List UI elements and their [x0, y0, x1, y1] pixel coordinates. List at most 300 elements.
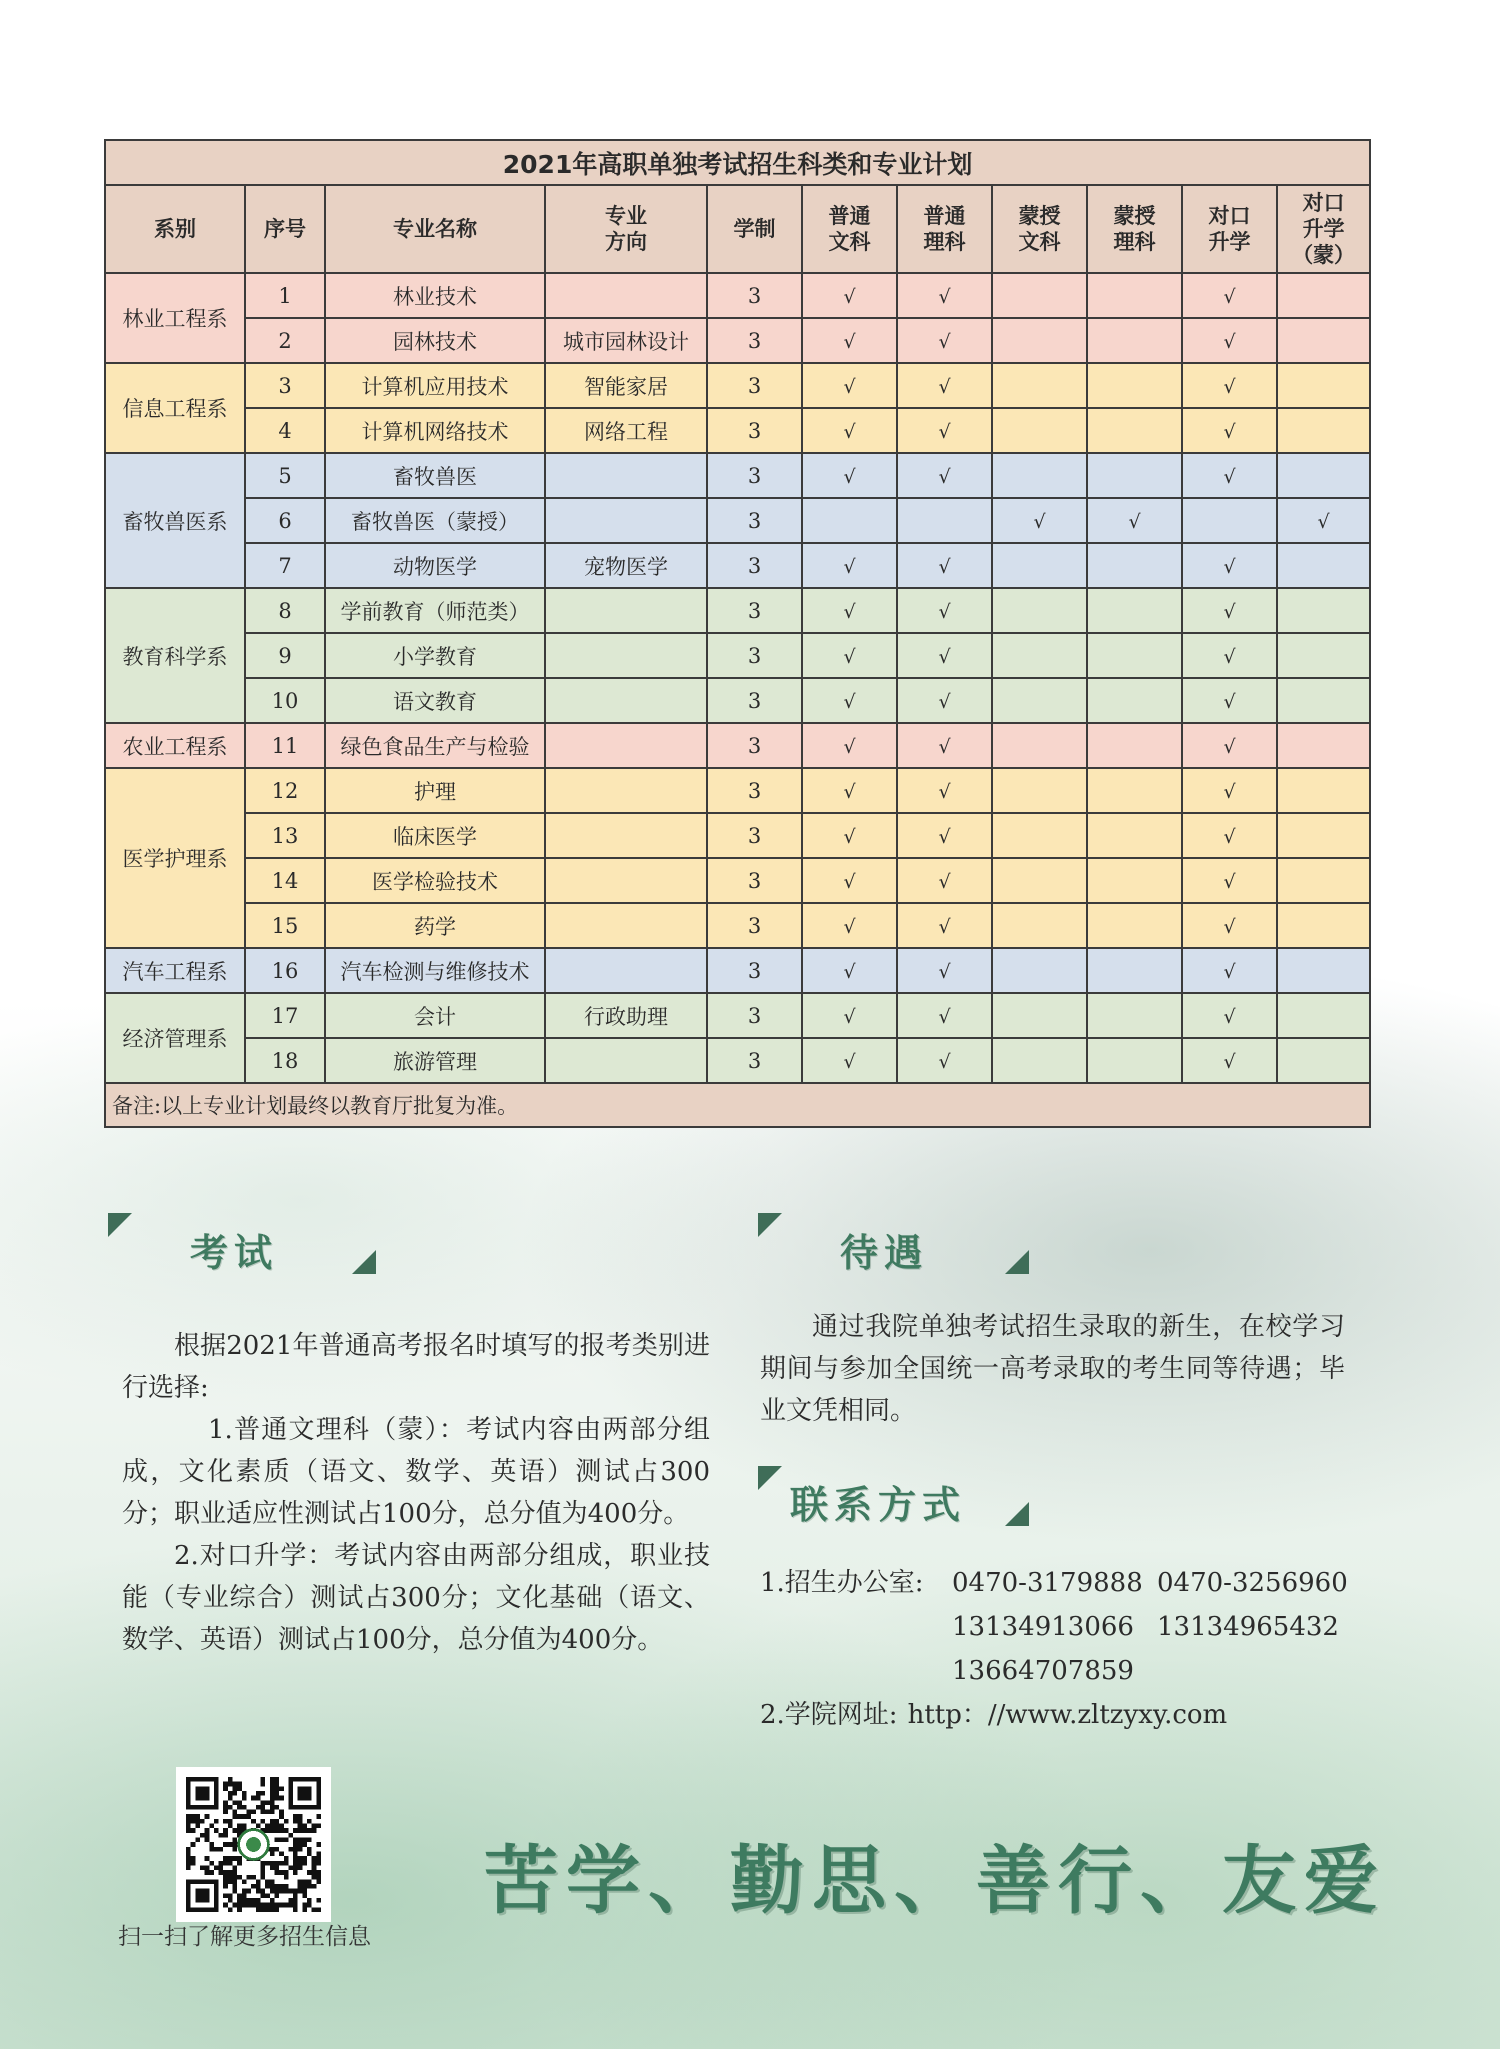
check-mark: √ [938, 1005, 951, 1028]
table-row [105, 498, 1370, 543]
direction-cell: 城市园林设计 [545, 318, 707, 363]
category-mark-cell [802, 813, 897, 858]
no-cell: 2 [245, 318, 325, 363]
header-dept: 系别 [105, 185, 245, 273]
major-cell: 动物医学 [325, 543, 545, 588]
category-mark-cell [1277, 858, 1370, 903]
major-cell: 畜牧兽医（蒙授） [325, 498, 545, 543]
dept-cell: 畜牧兽医系 [105, 453, 245, 588]
category-mark-cell [1182, 723, 1277, 768]
category-mark-cell [897, 768, 992, 813]
dept-cell: 经济管理系 [105, 993, 245, 1083]
dept-cell: 汽车工程系 [105, 948, 245, 993]
header-major: 专业名称 [325, 185, 545, 273]
header-no: 序号 [245, 185, 325, 273]
category-mark-cell [897, 633, 992, 678]
category-mark-cell [1182, 453, 1277, 498]
category-mark-cell [1277, 678, 1370, 723]
check-mark: √ [1223, 555, 1236, 578]
category-mark-cell [802, 498, 897, 543]
category-mark-cell [1182, 273, 1277, 318]
no-cell: 3 [245, 363, 325, 408]
major-cell: 计算机网络技术 [325, 408, 545, 453]
category-mark-cell [802, 948, 897, 993]
table-row [105, 993, 1370, 1038]
header-c5: 对口 升学 [1182, 185, 1277, 273]
dept-cell: 农业工程系 [105, 723, 245, 768]
check-mark: √ [843, 780, 856, 803]
category-mark-cell [897, 453, 992, 498]
check-mark: √ [938, 285, 951, 308]
table-row [105, 318, 1370, 363]
category-mark-cell [992, 993, 1087, 1038]
category-mark-cell [1277, 363, 1370, 408]
no-cell: 13 [245, 813, 325, 858]
table-row [105, 363, 1370, 408]
corner-mark-bottom-right [1005, 1250, 1029, 1274]
no-cell: 18 [245, 1038, 325, 1083]
category-mark-cell [992, 1038, 1087, 1083]
category-mark-cell [1182, 363, 1277, 408]
direction-cell [545, 768, 707, 813]
category-mark-cell [1182, 318, 1277, 363]
direction-cell: 网络工程 [545, 408, 707, 453]
dept-cell: 林业工程系 [105, 273, 245, 363]
category-mark-cell [1087, 498, 1182, 543]
check-mark: √ [843, 870, 856, 893]
direction-cell [545, 633, 707, 678]
category-mark-cell [1277, 1038, 1370, 1083]
check-mark: √ [1223, 825, 1236, 848]
major-cell: 会计 [325, 993, 545, 1038]
major-cell: 护理 [325, 768, 545, 813]
direction-cell [545, 903, 707, 948]
header-c3: 蒙授 文科 [992, 185, 1087, 273]
dept-cell: 信息工程系 [105, 363, 245, 453]
major-cell: 药学 [325, 903, 545, 948]
category-mark-cell [1277, 273, 1370, 318]
direction-cell [545, 948, 707, 993]
table-note: 备注:以上专业计划最终以教育厅批复为准。 [105, 1083, 1370, 1127]
check-mark: √ [1223, 870, 1236, 893]
category-mark-cell [1087, 273, 1182, 318]
category-mark-cell [802, 363, 897, 408]
no-cell: 15 [245, 903, 325, 948]
category-mark-cell [897, 813, 992, 858]
years-cell: 3 [707, 633, 802, 678]
check-mark: √ [1223, 690, 1236, 713]
check-mark: √ [1223, 420, 1236, 443]
category-mark-cell [1087, 408, 1182, 453]
check-mark: √ [938, 555, 951, 578]
dept-cell: 教育科学系 [105, 588, 245, 723]
category-mark-cell [1182, 543, 1277, 588]
check-mark: √ [1223, 465, 1236, 488]
header-c6: 对口 升学 （蒙） [1277, 185, 1370, 273]
check-mark: √ [938, 690, 951, 713]
check-mark: √ [843, 1050, 856, 1073]
table-row [105, 453, 1370, 498]
treatment-paragraph: 通过我院单独考试招生录取的新生，在校学习期间与参加全国统一高考录取的考生同等待遇；毕业文凭相同。 [760, 1312, 1345, 1426]
qr-code-icon [186, 1777, 321, 1912]
qr-code [176, 1767, 331, 1922]
category-mark-cell [992, 678, 1087, 723]
check-mark: √ [1223, 1050, 1236, 1073]
years-cell: 3 [707, 993, 802, 1038]
direction-cell [545, 723, 707, 768]
category-mark-cell [802, 768, 897, 813]
category-mark-cell [802, 408, 897, 453]
years-cell: 3 [707, 948, 802, 993]
check-mark: √ [843, 960, 856, 983]
years-cell: 3 [707, 498, 802, 543]
table-row [105, 408, 1370, 453]
category-mark-cell [992, 768, 1087, 813]
no-cell: 14 [245, 858, 325, 903]
check-mark: √ [843, 825, 856, 848]
exam-section-title: 考试 [190, 1231, 279, 1275]
category-mark-cell [802, 993, 897, 1038]
category-mark-cell [897, 543, 992, 588]
category-mark-cell [1277, 633, 1370, 678]
category-mark-cell [992, 948, 1087, 993]
years-cell: 3 [707, 768, 802, 813]
exam-paragraph-1: 根据2021年普通高考报名时填写的报考类别进行选择: [122, 1331, 710, 1403]
major-cell: 小学教育 [325, 633, 545, 678]
category-mark-cell [992, 633, 1087, 678]
category-mark-cell [992, 498, 1087, 543]
header-direction: 专业 方向 [545, 185, 707, 273]
direction-cell [545, 678, 707, 723]
contact-section-title: 联系方式 [790, 1483, 967, 1527]
category-mark-cell [1277, 903, 1370, 948]
school-motto: 苦学、勤思、善行、友爱 [484, 1838, 1386, 1924]
years-cell: 3 [707, 858, 802, 903]
category-mark-cell [1182, 678, 1277, 723]
years-cell: 3 [707, 813, 802, 858]
category-mark-cell [992, 318, 1087, 363]
category-mark-cell [1182, 858, 1277, 903]
check-mark: √ [938, 600, 951, 623]
category-mark-cell [1182, 588, 1277, 633]
category-mark-cell [1277, 768, 1370, 813]
check-mark: √ [1317, 510, 1330, 533]
table-body [105, 273, 1370, 1083]
category-mark-cell [992, 588, 1087, 633]
corner-mark-bottom-right [1005, 1502, 1029, 1526]
category-mark-cell [802, 318, 897, 363]
no-cell: 11 [245, 723, 325, 768]
table-row [105, 858, 1370, 903]
category-mark-cell [1182, 993, 1277, 1038]
direction-cell [545, 858, 707, 903]
direction-cell [545, 273, 707, 318]
category-mark-cell [802, 723, 897, 768]
check-mark: √ [843, 330, 856, 353]
check-mark: √ [938, 645, 951, 668]
years-cell: 3 [707, 903, 802, 948]
check-mark: √ [938, 780, 951, 803]
exam-paragraph-3: 2.对口升学：考试内容由两部分组成，职业技能（专业综合）测试占300分；文化基础（语文、数学、英语）测试占100分，总分值为400分。 [122, 1541, 710, 1655]
category-mark-cell [992, 453, 1087, 498]
check-mark: √ [938, 465, 951, 488]
category-mark-cell [992, 903, 1087, 948]
category-mark-cell [1087, 768, 1182, 813]
category-mark-cell [1087, 993, 1182, 1038]
category-mark-cell [802, 1038, 897, 1083]
category-mark-cell [992, 723, 1087, 768]
category-mark-cell [1087, 453, 1182, 498]
category-mark-cell [1182, 768, 1277, 813]
category-mark-cell [897, 723, 992, 768]
category-mark-cell [897, 498, 992, 543]
category-mark-cell [802, 633, 897, 678]
table-row [105, 588, 1370, 633]
category-mark-cell [1277, 948, 1370, 993]
table-title: 2021年高职单独考试招生科类和专业计划 [105, 140, 1370, 185]
check-mark: √ [1223, 285, 1236, 308]
check-mark: √ [843, 420, 856, 443]
category-mark-cell [802, 588, 897, 633]
category-mark-cell [1087, 678, 1182, 723]
major-cell: 医学检验技术 [325, 858, 545, 903]
table-row [105, 723, 1370, 768]
phone-number: 13134965432 [1157, 1612, 1339, 1642]
category-mark-cell [1277, 993, 1370, 1038]
corner-mark-top-left [758, 1466, 782, 1490]
no-cell: 12 [245, 768, 325, 813]
table-row [105, 273, 1370, 318]
direction-cell: 宠物医学 [545, 543, 707, 588]
direction-cell [545, 498, 707, 543]
table-row [105, 633, 1370, 678]
years-cell: 3 [707, 543, 802, 588]
direction-cell: 行政助理 [545, 993, 707, 1038]
no-cell: 16 [245, 948, 325, 993]
major-cell: 旅游管理 [325, 1038, 545, 1083]
dept-cell: 医学护理系 [105, 768, 245, 948]
category-mark-cell [1277, 498, 1370, 543]
no-cell: 6 [245, 498, 325, 543]
check-mark: √ [843, 915, 856, 938]
exam-text [122, 1325, 710, 1661]
no-cell: 9 [245, 633, 325, 678]
corner-mark-top-left [108, 1213, 132, 1237]
corner-mark-top-left [758, 1213, 782, 1237]
category-mark-cell [802, 678, 897, 723]
phone-number: 13664707859 [952, 1656, 1134, 1686]
category-mark-cell [802, 903, 897, 948]
category-mark-cell [1182, 813, 1277, 858]
category-mark-cell [802, 453, 897, 498]
check-mark: √ [1223, 1005, 1236, 1028]
no-cell: 10 [245, 678, 325, 723]
years-cell: 3 [707, 408, 802, 453]
check-mark: √ [843, 465, 856, 488]
table-row [105, 1038, 1370, 1083]
category-mark-cell [802, 543, 897, 588]
check-mark: √ [1223, 645, 1236, 668]
years-cell: 3 [707, 588, 802, 633]
direction-cell [545, 453, 707, 498]
check-mark: √ [1128, 510, 1141, 533]
check-mark: √ [843, 375, 856, 398]
category-mark-cell [897, 588, 992, 633]
category-mark-cell [1182, 1038, 1277, 1083]
check-mark: √ [938, 420, 951, 443]
category-mark-cell [897, 858, 992, 903]
corner-mark-bottom-right [352, 1250, 376, 1274]
check-mark: √ [843, 285, 856, 308]
treatment-text [760, 1306, 1345, 1432]
category-mark-cell [1182, 498, 1277, 543]
category-mark-cell [802, 858, 897, 903]
check-mark: √ [938, 375, 951, 398]
years-cell: 3 [707, 678, 802, 723]
check-mark: √ [1223, 780, 1236, 803]
years-cell: 3 [707, 1038, 802, 1083]
category-mark-cell [1182, 948, 1277, 993]
check-mark: √ [843, 600, 856, 623]
check-mark: √ [938, 1050, 951, 1073]
header-c2: 普通 理科 [897, 185, 992, 273]
check-mark: √ [938, 330, 951, 353]
category-mark-cell [1182, 903, 1277, 948]
category-mark-cell [1087, 543, 1182, 588]
table-row [105, 543, 1370, 588]
years-cell: 3 [707, 723, 802, 768]
direction-cell [545, 813, 707, 858]
major-cell: 学前教育（师范类） [325, 588, 545, 633]
office-label: 1.招生办公室: [760, 1568, 924, 1598]
category-mark-cell [897, 363, 992, 408]
category-mark-cell [897, 318, 992, 363]
category-mark-cell [1087, 633, 1182, 678]
category-mark-cell [1182, 408, 1277, 453]
category-mark-cell [897, 903, 992, 948]
header-c1: 普通 文科 [802, 185, 897, 273]
category-mark-cell [897, 408, 992, 453]
category-mark-cell [992, 858, 1087, 903]
major-cell: 绿色食品生产与检验 [325, 723, 545, 768]
check-mark: √ [1223, 735, 1236, 758]
category-mark-cell [1087, 813, 1182, 858]
no-cell: 17 [245, 993, 325, 1038]
years-cell: 3 [707, 453, 802, 498]
category-mark-cell [1277, 453, 1370, 498]
table-row [105, 678, 1370, 723]
table-row [105, 903, 1370, 948]
category-mark-cell [897, 993, 992, 1038]
table-row [105, 768, 1370, 813]
no-cell: 4 [245, 408, 325, 453]
category-mark-cell [897, 948, 992, 993]
check-mark: √ [1033, 510, 1046, 533]
check-mark: √ [938, 870, 951, 893]
no-cell: 8 [245, 588, 325, 633]
category-mark-cell [1277, 318, 1370, 363]
check-mark: √ [843, 645, 856, 668]
check-mark: √ [938, 825, 951, 848]
phone-number: 0470-3179888 [952, 1568, 1143, 1598]
no-cell: 7 [245, 543, 325, 588]
table-header-row [105, 185, 1370, 273]
major-cell: 园林技术 [325, 318, 545, 363]
no-cell: 5 [245, 453, 325, 498]
major-cell: 计算机应用技术 [325, 363, 545, 408]
category-mark-cell [992, 408, 1087, 453]
years-cell: 3 [707, 273, 802, 318]
table-row [105, 813, 1370, 858]
check-mark: √ [843, 1005, 856, 1028]
major-cell: 林业技术 [325, 273, 545, 318]
category-mark-cell [992, 363, 1087, 408]
check-mark: √ [1223, 600, 1236, 623]
table-row [105, 948, 1370, 993]
check-mark: √ [843, 555, 856, 578]
exam-paragraph-2: 1.普通文理科（蒙）：考试内容由两部分组成，文化素质（语文、数学、英语）测试占300分；职业适应性测试占100分，总分值为400分。 [122, 1415, 710, 1529]
category-mark-cell [1277, 723, 1370, 768]
category-mark-cell [1087, 858, 1182, 903]
category-mark-cell [802, 273, 897, 318]
qr-caption: 扫一扫了解更多招生信息 [118, 1924, 371, 1950]
category-mark-cell [1087, 1038, 1182, 1083]
check-mark: √ [1223, 330, 1236, 353]
phone-number: 0470-3256960 [1157, 1568, 1348, 1598]
check-mark: √ [938, 735, 951, 758]
website-link[interactable]: http：//www.zltzyxy.com [907, 1700, 1228, 1730]
category-mark-cell [1277, 543, 1370, 588]
category-mark-cell [897, 273, 992, 318]
category-mark-cell [1277, 588, 1370, 633]
category-mark-cell [1087, 723, 1182, 768]
category-mark-cell [897, 1038, 992, 1083]
category-mark-cell [992, 813, 1087, 858]
years-cell: 3 [707, 363, 802, 408]
category-mark-cell [1087, 588, 1182, 633]
category-mark-cell [992, 273, 1087, 318]
check-mark: √ [843, 735, 856, 758]
category-mark-cell [992, 543, 1087, 588]
category-mark-cell [1277, 408, 1370, 453]
enrollment-plan-table [104, 139, 1371, 1128]
direction-cell: 智能家居 [545, 363, 707, 408]
check-mark: √ [938, 915, 951, 938]
direction-cell [545, 1038, 707, 1083]
category-mark-cell [1087, 948, 1182, 993]
header-years: 学制 [707, 185, 802, 273]
check-mark: √ [1223, 915, 1236, 938]
phone-number: 13134913066 [952, 1612, 1134, 1642]
major-cell: 语文教育 [325, 678, 545, 723]
category-mark-cell [1087, 903, 1182, 948]
check-mark: √ [1223, 375, 1236, 398]
major-cell: 畜牧兽医 [325, 453, 545, 498]
treatment-section-title: 待遇 [840, 1231, 929, 1275]
no-cell: 1 [245, 273, 325, 318]
header-c4: 蒙授 理科 [1087, 185, 1182, 273]
category-mark-cell [1277, 813, 1370, 858]
website-label: 2.学院网址: [760, 1700, 898, 1730]
major-cell: 临床医学 [325, 813, 545, 858]
category-mark-cell [1087, 318, 1182, 363]
check-mark: √ [938, 960, 951, 983]
major-cell: 汽车检测与维修技术 [325, 948, 545, 993]
check-mark: √ [1223, 960, 1236, 983]
years-cell: 3 [707, 318, 802, 363]
category-mark-cell [1087, 363, 1182, 408]
direction-cell [545, 588, 707, 633]
